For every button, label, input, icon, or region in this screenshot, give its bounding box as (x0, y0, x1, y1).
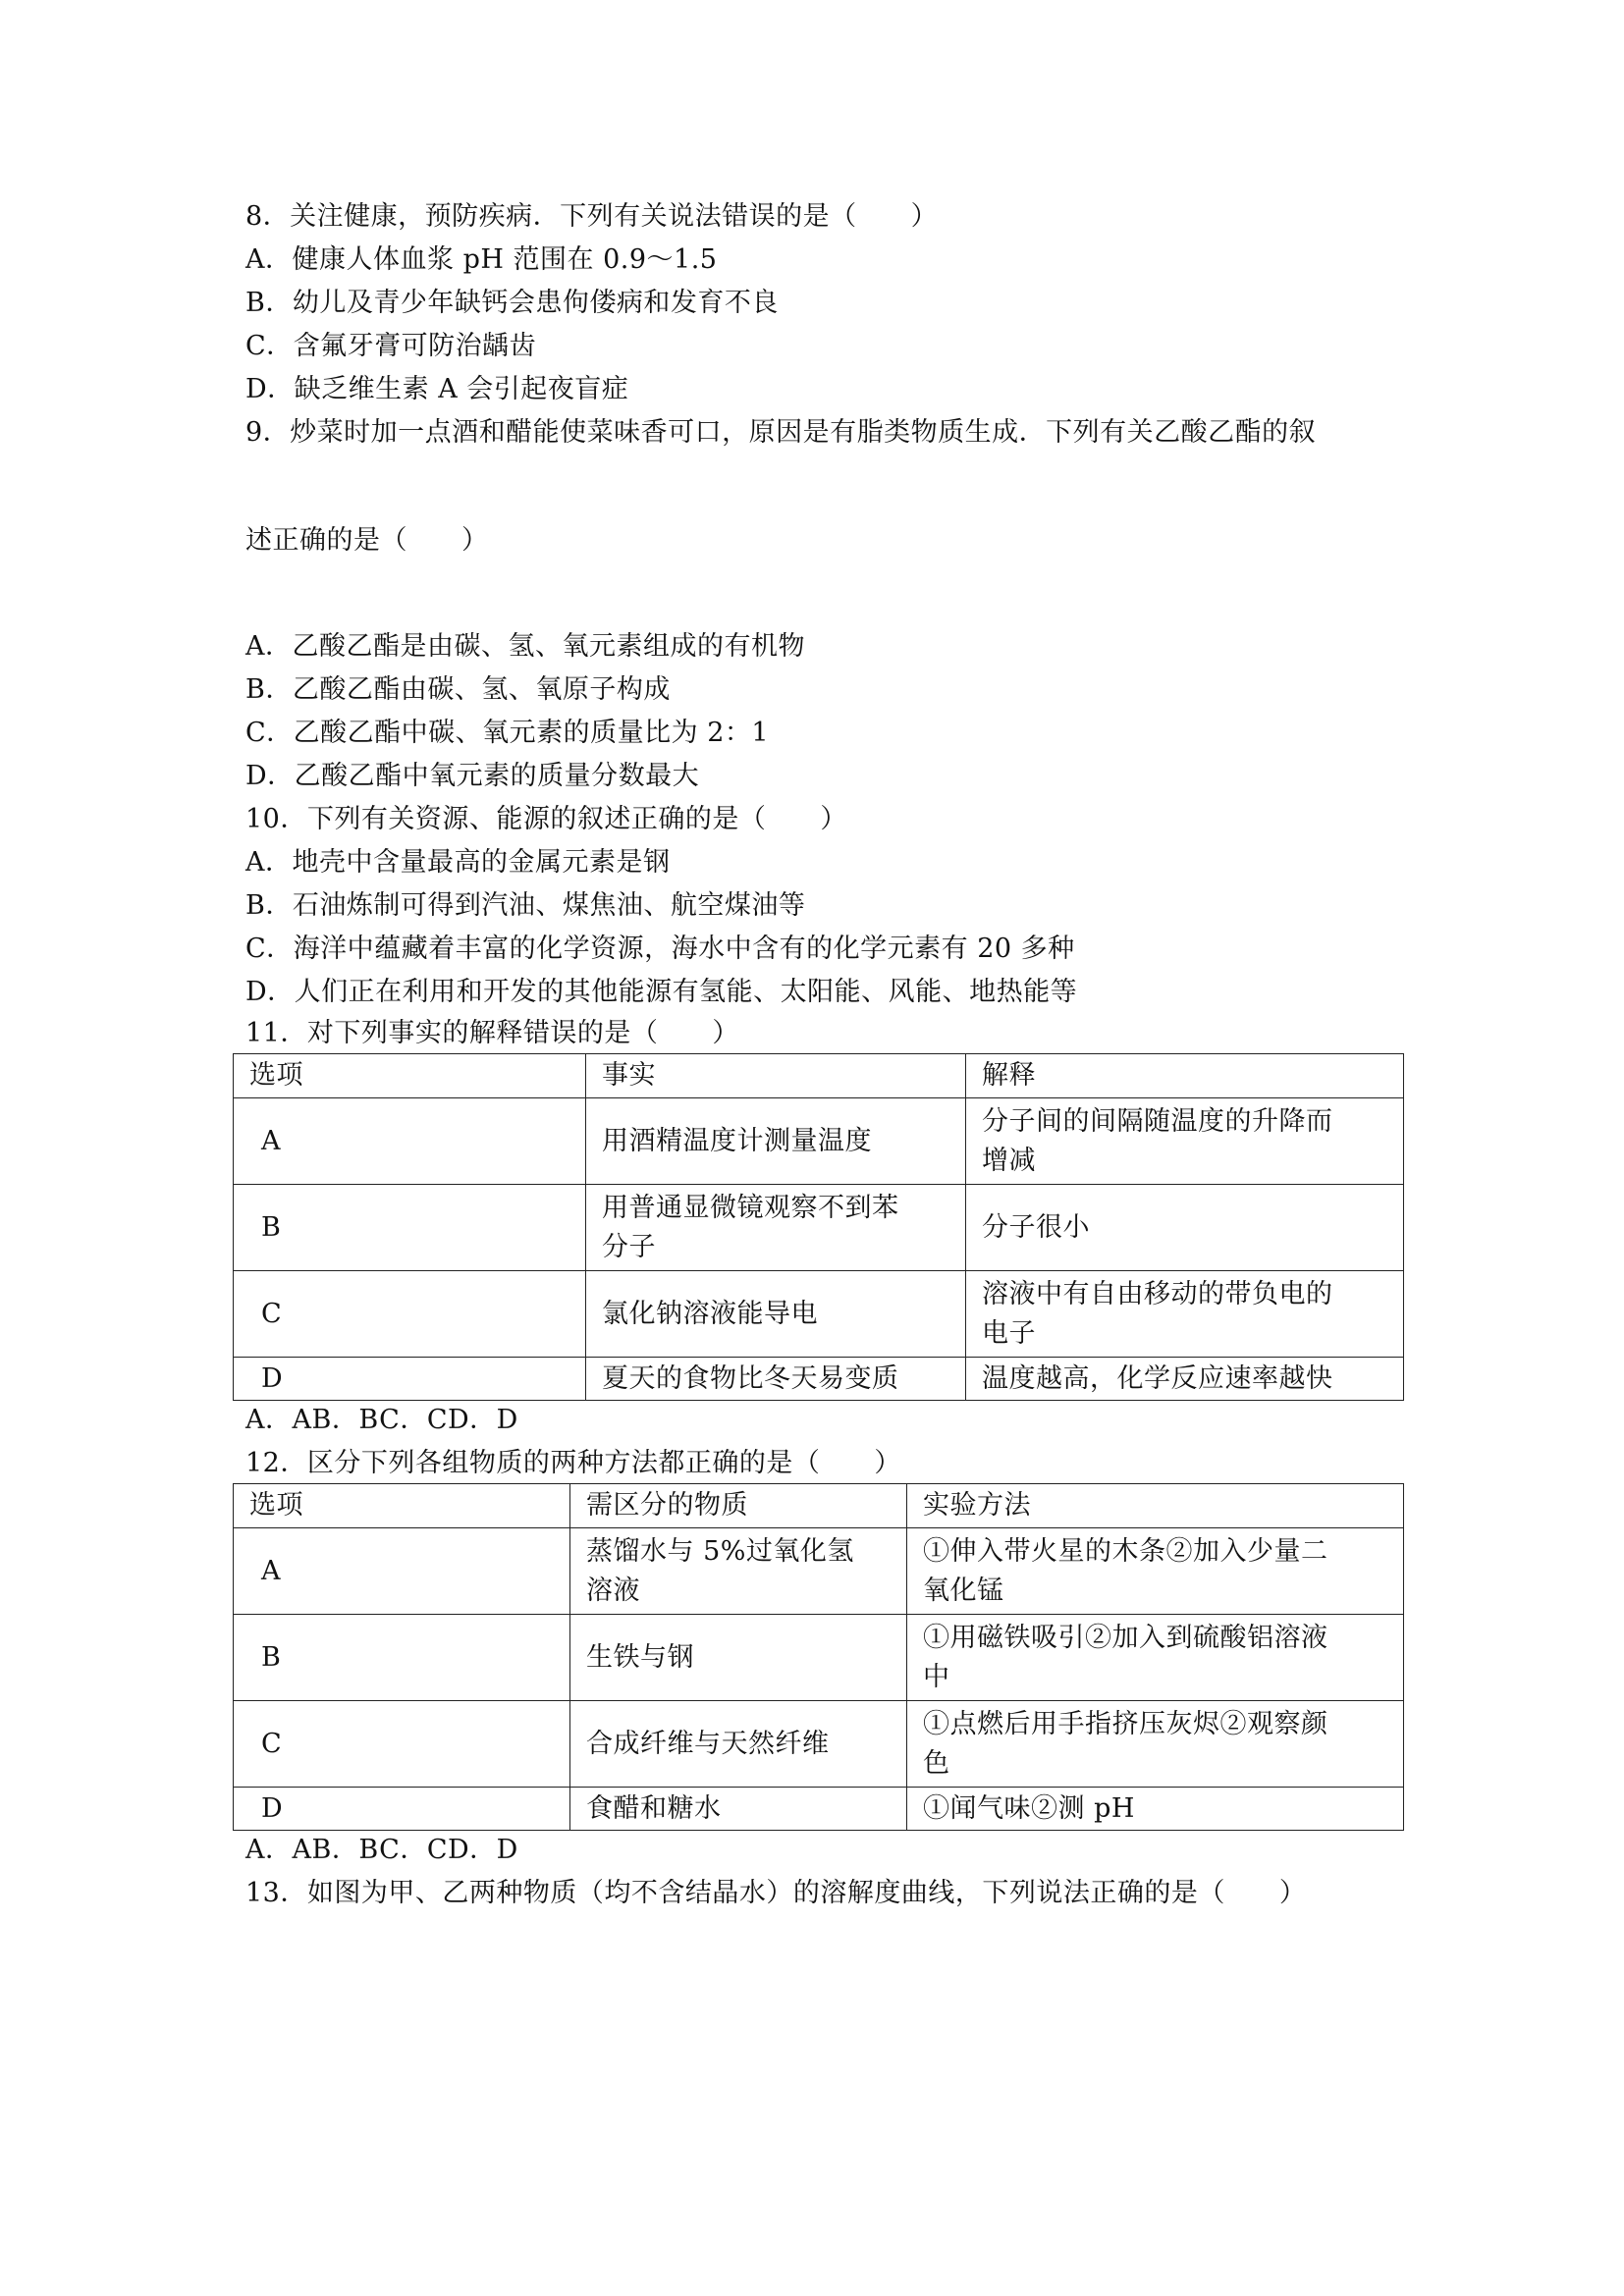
q12-row-method: ①伸入带火星的木条②加入少量二 氧化锰 (907, 1528, 1404, 1615)
q11-row-fact: 用普通显微镜观察不到苯 分子 (586, 1185, 966, 1271)
q8-option-c: C．含氟牙膏可防治龋齿 (245, 331, 537, 361)
q11-row-explanation: 温度越高，化学反应速率越快 (966, 1358, 1404, 1401)
table-row (234, 1701, 1404, 1788)
q12-row-option: B (234, 1615, 570, 1701)
q9-option-d: D．乙酸乙酯中氧元素的质量分数最大 (245, 761, 700, 791)
q9-option-b: B．乙酸乙酯由碳、氢、氧原子构成 (245, 674, 671, 705)
q9-option-a: A．乙酸乙酯是由碳、氢、氧元素组成的有机物 (245, 631, 805, 662)
q11-row-fact: 用酒精温度计测量温度 (586, 1098, 966, 1185)
table-row (234, 1788, 1404, 1831)
table-row (234, 1358, 1404, 1401)
q12-row-substances: 合成纤维与天然纤维 (570, 1701, 907, 1788)
q11-row-fact: 夏天的食物比冬天易变质 (586, 1358, 966, 1401)
q11-row-option: B (234, 1185, 586, 1271)
q12-header-substances: 需区分的物质 (570, 1484, 907, 1528)
q10-option-b: B．石油炼制可得到汽油、煤焦油、航空煤油等 (245, 890, 806, 921)
table-row (234, 1528, 1404, 1615)
q12-row-option: A (234, 1528, 570, 1615)
q12-table-header-row (234, 1484, 1404, 1528)
q9-stem-line2: 述正确的是（ ） (245, 525, 489, 556)
q12-row-substances: 生铁与钢 (570, 1615, 907, 1701)
q12-table (233, 1483, 1404, 1831)
q12-answer-line: A．AB．BC．CD．D (245, 1835, 518, 1865)
q12-row-method: ①闻气味②测 pH (907, 1788, 1404, 1831)
q11-row-explanation: 溶液中有自由移动的带负电的 电子 (966, 1271, 1404, 1358)
q9-option-c: C．乙酸乙酯中碳、氧元素的质量比为 2：1 (245, 718, 770, 748)
table-row (234, 1098, 1404, 1185)
q9-stem-line1: 9．炒菜时加一点酒和醋能使菜味香可口，原因是有脂类物质生成．下列有关乙酸乙酯的叙 (245, 417, 1317, 448)
q12-stem: 12．区分下列各组物质的两种方法都正确的是（ ） (245, 1448, 901, 1478)
table-row (234, 1185, 1404, 1271)
table-row (234, 1271, 1404, 1358)
q11-stem: 11．对下列事实的解释错误的是（ ） (245, 1018, 739, 1048)
q11-row-fact: 氯化钠溶液能导电 (586, 1271, 966, 1358)
q10-option-a: A．地壳中含量最高的金属元素是钢 (245, 847, 671, 878)
q12-header-option: 选项 (234, 1484, 570, 1528)
q10-option-c: C．海洋中蕴藏着丰富的化学资源，海水中含有的化学元素有 20 多种 (245, 934, 1075, 964)
q13-stem: 13．如图为甲、乙两种物质（均不含结晶水）的溶解度曲线，下列说法正确的是（ ） (245, 1878, 1307, 1908)
q12-row-substances: 食醋和糖水 (570, 1788, 907, 1831)
q11-row-option: A (234, 1098, 586, 1185)
q12-row-method: ①用磁铁吸引②加入到硫酸铝溶液 中 (907, 1615, 1404, 1701)
q8-option-d: D．缺乏维生素 A 会引起夜盲症 (245, 374, 629, 404)
q11-row-explanation: 分子很小 (966, 1185, 1404, 1271)
table-row (234, 1615, 1404, 1701)
q8-stem: 8．关注健康，预防疾病．下列有关说法错误的是（ ） (245, 201, 939, 232)
q11-table-header-row (234, 1054, 1404, 1098)
q11-answer-line: A．AB．BC．CD．D (245, 1405, 518, 1435)
q10-option-d: D．人们正在利用和开发的其他能源有氢能、太阳能、风能、地热能等 (245, 977, 1078, 1007)
q11-header-fact: 事实 (586, 1054, 966, 1098)
q11-header-option: 选项 (234, 1054, 586, 1098)
q8-option-a: A．健康人体血浆 pH 范围在 0.9～1.5 (245, 244, 718, 275)
q12-row-option: C (234, 1701, 570, 1788)
q11-table (233, 1053, 1404, 1401)
q8-option-b: B．幼儿及青少年缺钙会患佝偻病和发育不良 (245, 288, 779, 318)
q12-row-option: D (234, 1788, 570, 1831)
q12-row-method: ①点燃后用手指挤压灰烬②观察颜 色 (907, 1701, 1404, 1788)
q11-row-explanation: 分子间的间隔随温度的升降而 增减 (966, 1098, 1404, 1185)
q11-row-option: D (234, 1358, 586, 1401)
q11-header-explanation: 解释 (966, 1054, 1404, 1098)
q12-row-substances: 蒸馏水与 5%过氧化氢 溶液 (570, 1528, 907, 1615)
q11-row-option: C (234, 1271, 586, 1358)
q12-header-method: 实验方法 (907, 1484, 1404, 1528)
q10-stem: 10．下列有关资源、能源的叙述正确的是（ ） (245, 804, 847, 834)
